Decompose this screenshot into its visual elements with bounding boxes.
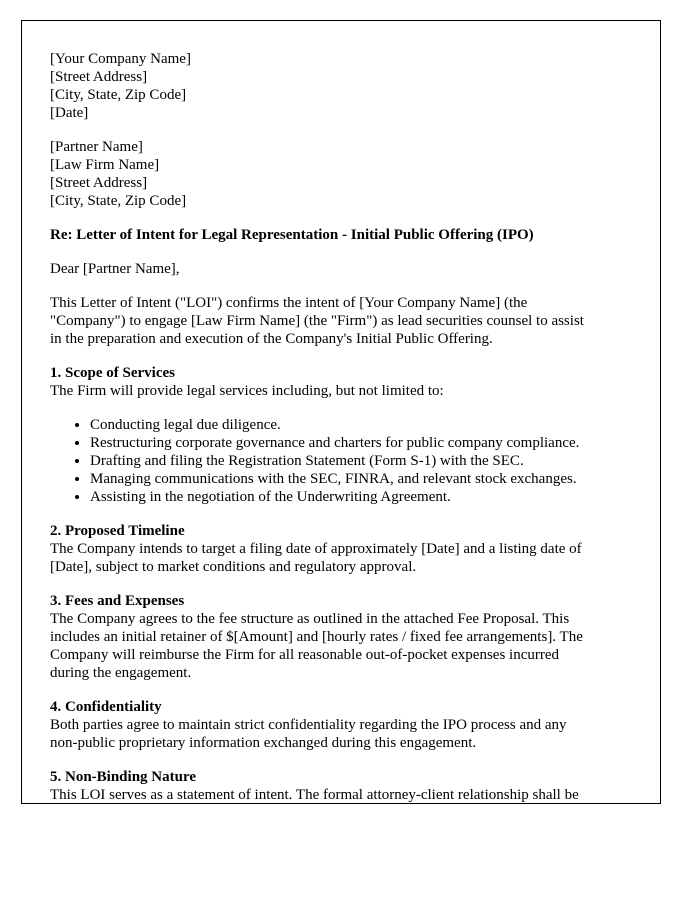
section-text: includes an initial retainer of $[Amount] and [hourly rates / fixed fee arrangements]. The — [50, 629, 583, 645]
recipient-address-block — [50, 138, 640, 210]
section-scope-of-services — [50, 364, 640, 506]
section-confidentiality — [50, 698, 640, 752]
list-item: • Conducting legal due diligence. — [90, 416, 640, 434]
list-item: • Drafting and filing the Registration Statement (Form S-1) with the SEC. — [90, 452, 640, 470]
intro-paragraph — [50, 294, 640, 348]
intro-line: This Letter of Intent ("LOI") confirms the intent of [Your Company Name] (the — [50, 295, 528, 311]
list-item: • Assisting in the negotiation of the Underwriting Agreement. — [90, 488, 640, 506]
recipient-city-state-zip: [City, State, Zip Code] — [50, 193, 187, 209]
salutation: Dear [Partner Name], — [50, 261, 180, 277]
section-text: The Company intends to target a filing date of approximately [Date] and a listing date of — [50, 541, 582, 557]
sender-street-address: [Street Address] — [50, 69, 148, 85]
intro-line: "Company") to engage [Law Firm Name] (the "Firm") as lead securities counsel to assist — [50, 313, 584, 329]
section-heading: 4. Confidentiality — [50, 699, 162, 715]
recipient-street-address: [Street Address] — [50, 175, 148, 191]
section-text: Company will reimburse the Firm for all reasonable out-of-pocket expenses incurred — [50, 647, 560, 663]
section-text: Both parties agree to maintain strict confidentiality regarding the IPO process and any — [50, 717, 567, 733]
section-non-binding-nature — [50, 768, 640, 804]
section-body — [50, 610, 640, 682]
letter-date: [Date] — [50, 105, 89, 121]
section-proposed-timeline — [50, 522, 640, 576]
section-text: non-public proprietary information exchanged during this engagement. — [50, 735, 477, 751]
list-item: • Managing communications with the SEC, FINRA, and relevant stock exchanges. — [90, 470, 640, 488]
letter-page — [21, 20, 661, 804]
section-body — [50, 540, 640, 576]
section-heading: 3. Fees and Expenses — [50, 593, 185, 609]
section-text: [Date], subject to market conditions and regulatory approval. — [50, 559, 417, 575]
intro-line: in the preparation and execution of the Company's Initial Public Offering. — [50, 331, 493, 347]
section-heading: 1. Scope of Services — [50, 365, 175, 381]
recipient-partner-name: [Partner Name] — [50, 139, 143, 155]
letter-content — [50, 50, 640, 804]
recipient-law-firm-name: [Law Firm Name] — [50, 157, 160, 173]
sender-city-state-zip: [City, State, Zip Code] — [50, 87, 187, 103]
section-heading: 5. Non-Binding Nature — [50, 769, 197, 785]
section-text: during the engagement. — [50, 665, 192, 681]
section-text: The Firm will provide legal services including, but not limited to: — [50, 383, 444, 399]
subject-line: Re: Letter of Intent for Legal Representation - Initial Public Offering (IPO) — [50, 227, 534, 243]
section-body — [50, 786, 640, 804]
section-fees-and-expenses — [50, 592, 640, 682]
section-heading: 2. Proposed Timeline — [50, 523, 185, 539]
section-body — [50, 716, 640, 752]
sender-address-block — [50, 50, 640, 122]
section-text: This LOI serves as a statement of intent. The formal attorney-client relationship shall be — [50, 787, 579, 803]
sender-company-name: [Your Company Name] — [50, 51, 191, 67]
section-text: The Company agrees to the fee structure as outlined in the attached Fee Proposal. This — [50, 611, 570, 627]
list-item: • Restructuring corporate governance and charters for public company compliance. — [90, 434, 640, 452]
services-list — [50, 416, 640, 506]
